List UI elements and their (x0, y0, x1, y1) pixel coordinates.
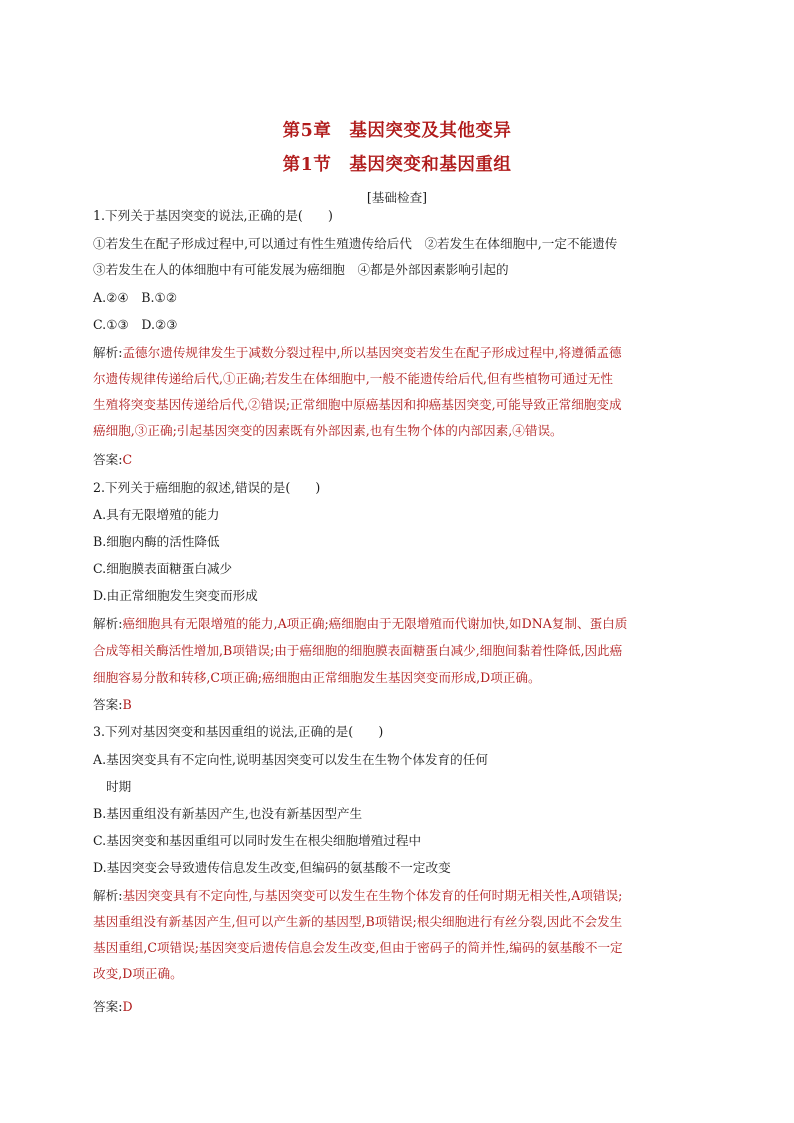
answer-value: C (122, 452, 133, 467)
q2-analysis-2: 合成等相关酶活性增加,B项错误;由于癌细胞的细胞膜表面糖蛋白减少,细胞间黏着性降低,因此癌 (93, 643, 623, 658)
q1-analysis-3: 生殖将突变基因传递给后代,②错误;正常细胞中原癌基因和抑癌基因突变,可能导致正常细胞变成 (93, 397, 622, 412)
q3-option-b: B.基因重组没有新基因产生,也没有新基因型产生 (93, 806, 363, 821)
q3-analysis-2: 基因重组没有新基因产生,但可以产生新的基因型,B项错误;根尖细胞进行有丝分裂,因此不会发生 (93, 914, 623, 929)
q2-analysis-1 (93, 616, 703, 632)
q3-analysis-1 (93, 888, 703, 904)
chapter-title: 第5章 基因突变及其他变异 (282, 121, 512, 141)
q3-analysis-4: 改变,D项正确。 (93, 966, 183, 981)
q1-statements-2: ③若发生在人的体细胞中有可能发展为癌细胞 ④都是外部因素影响引起的 (93, 262, 509, 277)
analysis-text: 孟德尔遗传规律发生于减数分裂过程中,所以基因突变若发生在配子形成过程中,将遵循孟德 (122, 345, 622, 360)
q3-option-d: D.基因突变会导致遗传信息发生改变,但编码的氨基酸不一定改变 (93, 860, 451, 875)
answer-value: D (122, 999, 133, 1014)
q1-answer (93, 452, 703, 468)
q2-option-a: A.具有无限增殖的能力 (93, 507, 220, 522)
q1-choices-cd: C.①③ D.②③ (93, 317, 178, 332)
q1-analysis-2: 尔遗传规律传递给后代,①正确;若发生在体细胞中,一般不能遗传给后代,但有些植物可通过无性 (93, 371, 614, 386)
analysis-label: 解析: (93, 888, 123, 903)
q2-stem: 2.下列关于癌细胞的叙述,错误的是( ) (93, 480, 321, 495)
q1-analysis-1 (93, 345, 703, 361)
q3-analysis-3: 基因重组,C项错误;基因突变后遗传信息会发生改变,但由于密码子的简并性,编码的氨基酸不一定 (93, 940, 623, 955)
section-tag: [基础检查] (366, 190, 428, 205)
analysis-label: 解析: (93, 345, 123, 360)
section-title: 第1节 基因突变和基因重组 (282, 155, 512, 175)
q2-option-c: C.细胞膜表面糖蛋白减少 (93, 561, 233, 576)
q2-analysis-3: 细胞容易分散和转移,C项正确;癌细胞由正常细胞发生基因突变而形成,D项正确。 (93, 670, 541, 685)
answer-label: 答案: (93, 697, 123, 712)
answer-value: B (122, 697, 132, 712)
q3-answer (93, 999, 703, 1015)
q2-option-d: D.由正常细胞发生突变而形成 (93, 588, 258, 603)
analysis-text: 基因突变具有不定向性,与基因突变可以发生在生物个体发育的任何时期无相关性,A项错误; (122, 888, 623, 903)
answer-label: 答案: (93, 999, 123, 1014)
q2-option-b: B.细胞内酶的活性降低 (93, 534, 220, 549)
q1-choices-ab: A.②④ B.①② (93, 290, 178, 305)
analysis-label: 解析: (93, 616, 123, 631)
q3-option-a-2: 时期 (106, 779, 132, 794)
q2-answer (93, 697, 703, 713)
q1-analysis-4: 癌细胞,③正确;引起基因突变的因素既有外部因素,也有生物个体的内部因素,④错误。 (93, 423, 563, 438)
q1-statements-1: ①若发生在配子形成过程中,可以通过有性生殖遗传给后代 ②若发生在体细胞中,一定不能遗传 (93, 236, 618, 251)
analysis-text: 癌细胞具有无限增殖的能力,A项正确;癌细胞由于无限增殖而代谢加快,如DNA复制、蛋白质 (122, 616, 628, 631)
q1-stem: 1.下列关于基因突变的说法,正确的是( ) (93, 208, 333, 223)
q3-option-c: C.基因突变和基因重组可以同时发生在根尖细胞增殖过程中 (93, 833, 422, 848)
q3-stem: 3.下列对基因突变和基因重组的说法,正确的是( ) (93, 724, 384, 739)
answer-label: 答案: (93, 452, 123, 467)
q3-option-a-1: A.基因突变具有不定向性,说明基因突变可以发生在生物个体发育的任何 (93, 752, 488, 767)
